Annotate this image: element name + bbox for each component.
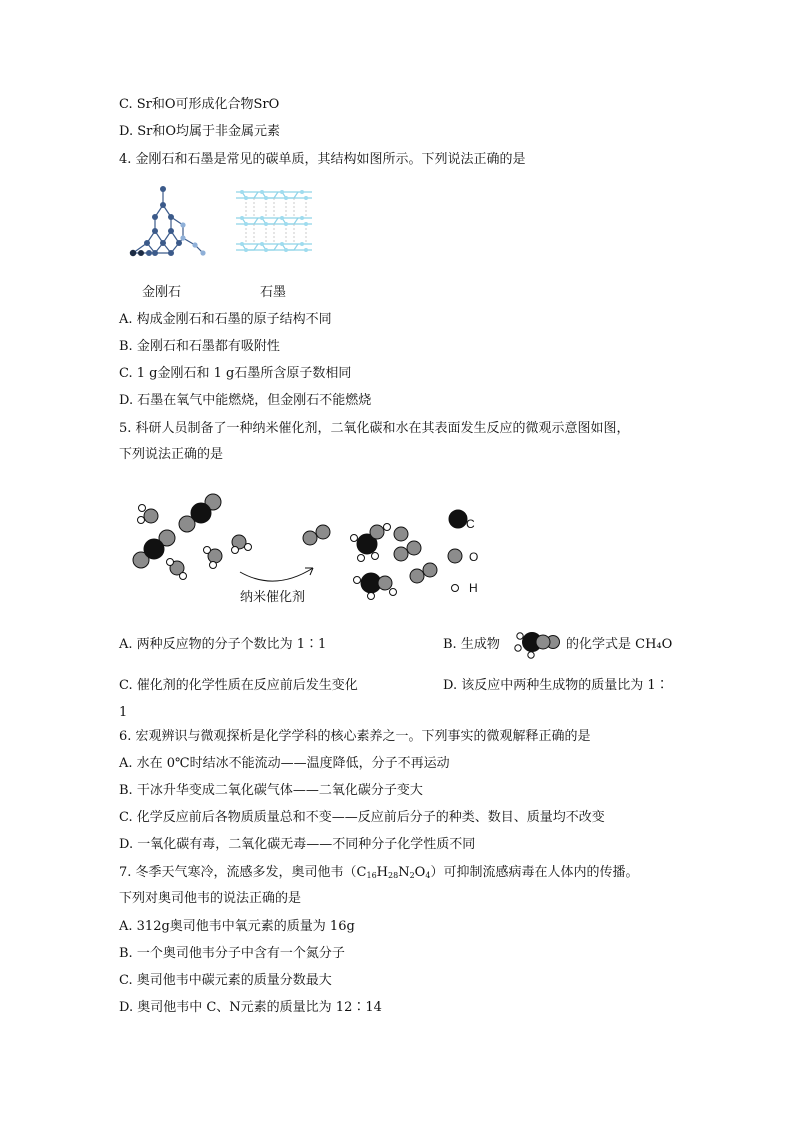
q5-stem-line2: 下列说法正确的是: [119, 447, 224, 462]
q7-option-b: B. 一个奥司他韦分子中含有一个氮分子: [119, 946, 345, 961]
product-o2-molecule-4: [410, 563, 437, 583]
q6-option-a: A. 水在 0℃时结冰不能流动——温度降低，分子不再运动: [119, 756, 450, 771]
product-o2-molecule-2: [394, 541, 421, 561]
reactant-h2o-molecule-2: [167, 559, 187, 580]
q6-option-c: C. 化学反应前后各物质质量总和不变——反应前后分子的种类、数目、质量均不改变: [119, 810, 605, 825]
q4-option-a: A. 构成金刚石和石墨的原子结构不同: [119, 312, 332, 327]
q6-option-b: B. 干冰升华变成二氧化碳气体——二氧化碳分子变大: [119, 783, 423, 798]
legend-hydrogen-label: H: [469, 581, 478, 595]
q7-stem-line1: [119, 864, 638, 882]
product-o2-molecule-1: [303, 525, 330, 545]
q7-option-d: D. 奥司他韦中 C、N元素的质量比为 12∶14: [119, 1000, 382, 1015]
q4-option-d: D. 石墨在氧气中能燃烧，但金刚石不能燃烧: [119, 393, 372, 408]
q6-option-d: D. 一氧化碳有毒，二氧化碳无毒——不同种分子化学性质不同: [119, 837, 476, 852]
formula-h-subscript: 28: [388, 871, 399, 880]
reactant-h2o-molecule-3: [204, 547, 223, 569]
q5-option-b-prefix: B. 生成物: [443, 637, 500, 652]
q5-option-b-suffix: 的化学式是 CH₄O: [566, 637, 673, 652]
q5-option-a: A. 两种反应物的分子个数比为 1∶1: [119, 637, 327, 652]
graphite-label: 石墨: [260, 285, 287, 300]
legend-oxygen-label: O: [469, 550, 479, 564]
q5-stem-line1: 5. 科研人员制备了一种纳米催化剂，二氧化碳和水在其表面发生反应的微观示意图如图，: [119, 421, 630, 436]
product-o2-molecule-3: [394, 527, 408, 541]
q6-stem: 6. 宏观辨识与微观探析是化学学科的核心素养之一。下列事实的微观解释正确的是: [119, 729, 591, 744]
q7-stem-suffix: ）可抑制流感病毒在人体内的传播。: [430, 865, 639, 880]
formula-n-subscript: 2: [409, 871, 415, 880]
formula-o-subscript: 4: [425, 871, 431, 880]
q4-stem: 4. 金刚石和石墨是常见的碳单质，其结构如图所示。下列说法正确的是: [119, 152, 526, 167]
formula-c-subscript: 16: [366, 871, 377, 880]
formula-n-symbol: N: [398, 865, 410, 880]
catalyst-label: 纳米催化剂: [240, 590, 306, 605]
q4-option-c: C. 1 g金刚石和 1 g石墨所含原子数相同: [119, 366, 352, 381]
q3-option-d: D. Sr和O均属于非金属元素: [119, 124, 281, 139]
reactant-h2o-molecule-1: [138, 505, 159, 524]
q7-stem-line2: 下列对奥司他韦的说法正确的是: [119, 891, 302, 906]
q5-option-d-line1: D. 该反应中两种生成物的质量比为 1∶: [443, 678, 669, 693]
q3-option-c: C. Sr和O可形成化合物SrO: [119, 97, 280, 112]
q7-option-a: A. 312g奥司他韦中氧元素的质量为 16g: [119, 919, 355, 934]
q4-option-b: B. 金刚石和石墨都有吸附性: [119, 339, 280, 354]
diamond-label: 金刚石: [142, 285, 182, 300]
q5-option-c: C. 催化剂的化学性质在反应前后发生变化: [119, 678, 358, 693]
product-methanol-molecule-2: [354, 573, 397, 600]
q7-option-c: C. 奥司他韦中碳元素的质量分数最大: [119, 973, 332, 988]
formula-o-symbol: O: [414, 865, 426, 880]
reactant-h2o-molecule-4: [232, 535, 252, 554]
reactant-co2-molecule-1: [179, 494, 221, 532]
reaction-microscopic-diagram: [125, 486, 495, 612]
methanol-molecule-icon: [513, 628, 561, 660]
q5-option-d-line2: 1: [119, 705, 128, 720]
product-methanol-molecule-1: [351, 524, 391, 562]
formula-h-symbol: H: [376, 865, 389, 880]
graphite-structure-figure: [232, 184, 317, 264]
q7-stem-prefix: 7. 冬季天气寒冷，流感多发，奥司他韦（C: [119, 865, 367, 880]
legend-carbon-label: C: [466, 517, 475, 531]
diamond-structure-figure: [125, 183, 210, 263]
